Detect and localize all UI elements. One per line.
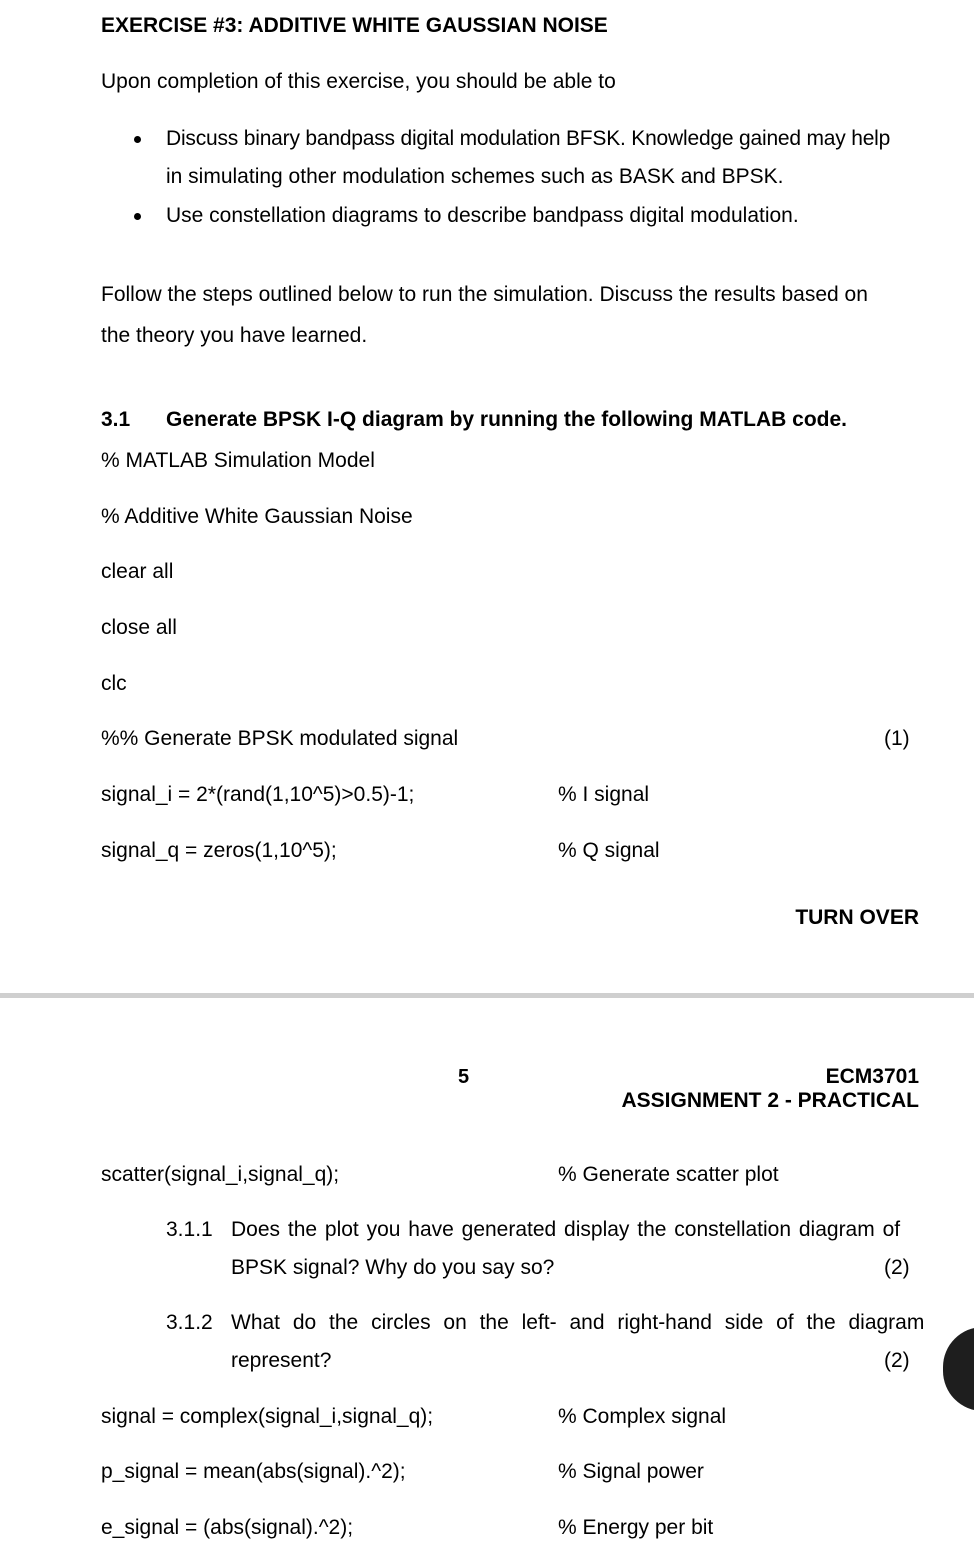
- question-text-line-1: What do the circles on the left- and right-hand side of the diagram: [231, 1311, 925, 1334]
- page-divider: [0, 993, 974, 998]
- bullet-dot: [134, 136, 141, 143]
- page-number: 5: [458, 1066, 470, 1088]
- question-text-line-2: represent?: [231, 1349, 332, 1372]
- code-line: % MATLAB Simulation Model: [101, 449, 375, 472]
- bullet-1-line-1: Discuss binary bandpass digital modulation BFSK. Knowledge gained may help: [166, 127, 891, 150]
- bullet-dot: [134, 213, 141, 220]
- code-comment: % Energy per bit: [558, 1516, 714, 1539]
- assignment-title: ASSIGNMENT 2 - PRACTICAL: [621, 1089, 919, 1112]
- question-text-line-2: BPSK signal? Why do you say so?: [231, 1256, 555, 1279]
- code-line: signal_q = zeros(1,10^5);: [101, 839, 337, 862]
- code-line: close all: [101, 616, 177, 639]
- code-comment: % Q signal: [558, 839, 660, 862]
- question-number: 3.1.1: [166, 1218, 213, 1241]
- code-line: % Additive White Gaussian Noise: [101, 505, 413, 528]
- section-number: 3.1: [101, 408, 131, 431]
- code-line: %% Generate BPSK modulated signal: [101, 727, 459, 750]
- turn-over-label: TURN OVER: [795, 906, 919, 929]
- question-text-line-1: Does the plot you have generated display the constellation diagram of: [231, 1218, 901, 1241]
- intro-text: Upon completion of this exercise, you should be able to: [101, 70, 616, 93]
- question-number: 3.1.2: [166, 1311, 213, 1334]
- code-line: clear all: [101, 560, 174, 583]
- instructions-line-2: the theory you have learned.: [101, 324, 368, 347]
- code-line: p_signal = mean(abs(signal).^2);: [101, 1460, 406, 1483]
- side-handle[interactable]: [943, 1327, 974, 1411]
- mark-allocation: (2): [884, 1256, 910, 1279]
- code-comment: % Signal power: [558, 1460, 704, 1483]
- code-line: signal_i = 2*(rand(1,10^5)>0.5)-1;: [101, 783, 415, 806]
- code-line: e_signal = (abs(signal).^2);: [101, 1516, 354, 1539]
- course-code: ECM3701: [825, 1065, 919, 1088]
- section-title: Generate BPSK I-Q diagram by running the following MATLAB code.: [166, 408, 847, 431]
- bullet-2-line-1: Use constellation diagrams to describe bandpass digital modulation.: [166, 204, 799, 227]
- exercise-title: EXERCISE #3: ADDITIVE WHITE GAUSSIAN NOISE: [101, 14, 608, 37]
- instructions-line-1: Follow the steps outlined below to run the simulation. Discuss the results based on: [101, 283, 868, 306]
- code-comment: % I signal: [558, 783, 650, 806]
- code-line: scatter(signal_i,signal_q);: [101, 1163, 340, 1186]
- code-comment: % Generate scatter plot: [558, 1163, 779, 1186]
- code-line: signal = complex(signal_i,signal_q);: [101, 1405, 434, 1428]
- code-comment: % Complex signal: [558, 1405, 727, 1428]
- mark-allocation: (1): [884, 727, 910, 750]
- mark-allocation: (2): [884, 1349, 910, 1372]
- code-line: clc: [101, 672, 127, 695]
- bullet-1-line-2: in simulating other modulation schemes such as BASK and BPSK.: [166, 165, 784, 188]
